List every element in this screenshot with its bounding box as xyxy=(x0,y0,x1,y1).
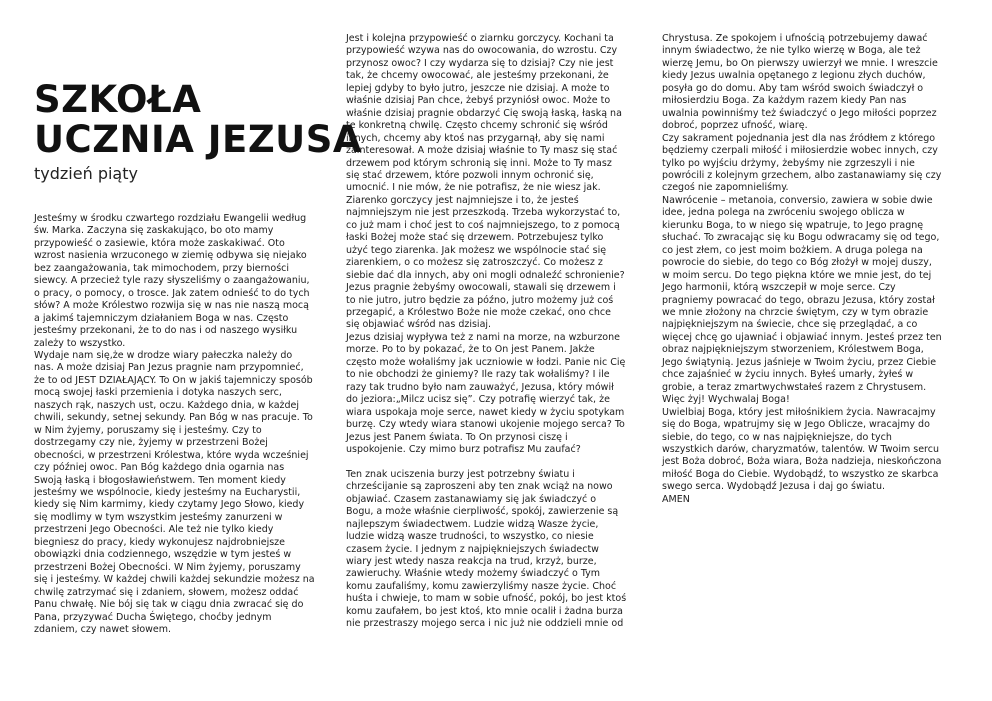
paragraph: Jest i kolejna przypowieść o ziarnku gorczycy. Kochani ta przypowieść wzywa nas do owocowania, do wzrostu. Czy przynosz owoc? I czy wydarza się to dzisiaj? Czy nie jest tak, że chcemy owocować, ale jesteśmy przekonani, że lepiej gdyby to było jutro, jeszcze nie dzisiaj. A może to właśnie dzisiaj Pan chce, żebyś przyniósł owoc. Może to właśnie dzisiaj pragnie obdarzyć Cię swoją łaską, łaską na te konkretną chwilę. Często chcemy schronić się wśród innych, chcemy aby ktoś nas przygarnął, aby się nami zainteresował. A może dzisiaj właśnie to Ty masz się stać drzewem pod którym schronią się inni. Może to Ty masz się stać drzewem, które pozwoli innym ochronić się, umocnić. I nie mów, że nie potrafisz, że nie wiesz jak. Ziarenko gorczycy jest najmniejsze i to, że jesteś najmniejszym nie jest przeszkodą. Trzeba wykorzystać to, co już mam i choć jest to coś najmniejszego, to z pomocą łaski Bożej może stać się drzewem. Potrzebujesz tylko użyć tego ziarenka. Jak możesz we wspólnocie stać się ziarenkiem, o co możesz się zatroszczyć. Co możesz z siebie dać dla innych, aby oni mogli odnaleźć schronienie? Jezus pragnie żebyśmy owocowali, stawali się drzewem i to nie jutro, jutro będzie za późno, jutro możemy już coś przegapić, a Królestwo Boże nie może czekać, ono chce się objawiać wśród nas dzisiaj. xyxy=(346,33,625,331)
page-title-line-1: SZKOŁA xyxy=(34,78,202,121)
paragraph: Ten znak uciszenia burzy jest potrzebny światu i chrześcijanie są zaproszeni aby ten znak wciąż na nowo objawiać. Czasem zastanawiamy się jak świadczyć o Bogu, a może właśnie cierpliwość, spokój, zawierzenie są najlepszym świadectwem. Ludzie widzą Wasze życie, ludzie widzą wasze trudności, to wszystko, co niesie czasem życie. I jednym z najpiękniejszych świadectw wiary jest wtedy nasza reakcja na trud, krzyż, burze, zawieruchy. Właśnie wtedy możemy świadczyć o Tym komu zaufaliśmy, komu zawierzyliśmy nasze życie. Choć huśta i chwieje, to mam w sobie ufność, pokój, bo jest ktoś komu zaufałem, bo jest ktoś, kto mnie ocalił i żadna burza nie przestraszy mojego serca i nic już nie oddzieli mnie od xyxy=(346,468,627,630)
closing-amen: AMEN xyxy=(662,493,690,505)
text-column-1 xyxy=(34,213,330,636)
paragraph: Jesteśmy w środku czwartego rozdziału Ewangelii według św. Marka. Zaczyna się zaskakująco, bo oto mamy przypowieść o zasiewie, która może zaskakiwać. Oto wzrost nasienia wrzuconego w ziemię odbywa się niejako bez zaangażowania, tak mimochodem, przy bierności siewcy. A przecież tyle razy słyszeliśmy o zaangażowaniu, o pracy, o pomocy, o trosce. Jak zatem odnieść to do tych słów? A może Królestwo rozwija się w nas nie naszą mocą a jakimś tajemniczym działaniem Boga w nas. Często jesteśmy przekonani, że to do nas i od naszego wysiłku zależy to wszystko. xyxy=(34,213,310,349)
text-column-3 xyxy=(662,33,962,506)
paragraph: Czy sakrament pojednania jest dla nas źródłem z którego będziemy czerpali miłość i miłosierdzie wobec innych, czy tylko po wyjściu drżymy, żebyśmy nie zgrzeszyli i nie powrócili z kolejnym grzechem, albo zastanawiamy się czy czegoś nie zapomnieliśmy. xyxy=(662,132,942,194)
paragraph: Nawrócenie – metanoia, conversio, zawiera w sobie dwie idee, jedna polega na zwróceniu swojego oblicza w kierunku Boga, to w niego się wpatruje, to Jego pragnę słuchać. To zwracając się ku Bogu odwracamy się od tego, co jest złem, co jest moim bożkiem. A druga polega na powrocie do siebie, do tego co Bóg złożył w mojej duszy, w moim sercu. Do tego piękna które we mnie jest, do tej Jego harmonii, którą wszczepił w moje serce. Czy pragniemy powracać do tego, obrazu Jezusa, który został we mnie złożony na chrzcie świętym, czy w tym obrazie najpiękniejszym na świecie, chce się przeglądać, a co więcej chcę go ujawniać i objawiać innym. Jesteś przez ten obraz najpiękniejszym stworzeniem, Królestwem Boga, Jego świątynią. Jezus jaśnieje w Twoim życiu, przez Ciebie chce zajaśnieć w życiu innych. Byłeś umarły, żyłeś w grobie, a teraz zmartwychwstałeś razem z Chrystusem. Więc żyj! Wychwalaj Boga! xyxy=(662,194,942,406)
page-title-line-2: UCZNIA JEZUSA xyxy=(34,118,362,161)
paragraph: Wydaje nam się,że w drodze wiary pałeczka należy do nas. A może dzisiaj Pan Jezus pragnie nam przypomnieć, że to od JEST DZIAŁAJĄCY. To On w jakiś tajemniczy sposób mocą swojej łaski przemienia i dotyka naszych serc, naszych rąk, naszych ust, oczu. Każdego dnia, w każdej chwili, sekundy, setnej sekundy. Pan Bóg w nas pracuje. To w Nim żyjemy, poruszamy się i jesteśmy. Czy to dostrzegamy czy nie, żyjemy w przestrzeni Bożej obecności, w przestrzeni Królestwa, które wyda wcześniej czy później owoc. Pan Bóg każdego dnia ogarnia nas Swoją łaską i błogosławieństwem. Ten moment kiedy jesteśmy we wspólnocie, kiedy jesteśmy na Eucharystii, kiedy się Nim karmimy, kiedy czytamy Jego Słowo, kiedy się modlimy w tym wszystkim jesteśmy zanurzeni w przestrzeni Jego Obecności. Ale też nie tylko kiedy biegniesz do pracy, kiedy wykonujesz najdrobniejsze obowiązki dnia codziennego, wszędzie w tym jesteś w przestrzeni Bożej Obecności. W Nim żyjemy, poruszamy się i jesteśmy. W każdej chwili każdej sekundzie możesz na chwilę zatrzymać się i zdaniem, słowem, możesz oddać Panu chwałę. Nie bój się tak w ciągu dnia zwracać się do Pana, przyzywać Ducha Świętego, choćby jednym zdaniem, czy nawet słowem. xyxy=(34,349,315,635)
paragraph: Chrystusa. Ze spokojem i ufnością potrzebujemy dawać innym świadectwo, że nie tylko wierzę w Boga, ale też wierzę Jemu, bo On pierwszy uwierzył we mnie. I wreszcie kiedy Jezus uwalnia opętanego z legionu złych duchów, posyła go do domu. Aby tam wśród swoich świadczył o miłosierdziu Boga. Za każdym razem kiedy Pan nas uwalnia powinniśmy też świadczyć o Jego miłości poprzez dobroć, poprzez ufność, wiarę. xyxy=(662,33,938,132)
page-subtitle: tydzień piąty xyxy=(34,164,138,183)
paragraph: Jezus dzisiaj wypływa też z nami na morze, na wzburzone morze. Po to by pokazać, że to On jest Panem. Jakże często może wołaliśmy jak uczniowie w łodzi. Panie nic Cię to nie obchodzi że giniemy? Ile razy tak wołaliśmy? I ile razy tak trudno było nam zauważyć, Jezusa, który mówił do jeziora:„Milcz ucisz się”. Czy potrafię wierzyć tak, że wiara uspokaja moje serce, nawet kiedy w życiu spotykam burzę. Czy wtedy wiara stanowi ukojenie mojego serca? To Jezus jest Panem świata. To On przynosi ciszę i uspokojenie. Czy mimo burz potrafisz Mu zaufać? xyxy=(346,331,626,455)
text-column-2 xyxy=(346,33,648,631)
title-block xyxy=(34,78,362,184)
paragraph: Uwielbiaj Boga, który jest miłośnikiem życia. Nawracajmy się do Boga, wpatrujmy się w Jego Oblicze, wracajmy do siebie, do tego, co w nas najpiękniejsze, do tych wszystkich darów, charyzmatów, talentów. W Twoim sercu jest Boża dobroć, Boża wiara, Boża nadzieja, nieskończona miłość Boga do Ciebie. Wydobądź, to wszystko ze skarbca swego serca. Wydobądź Jezusa i daj go światu. xyxy=(662,406,942,493)
